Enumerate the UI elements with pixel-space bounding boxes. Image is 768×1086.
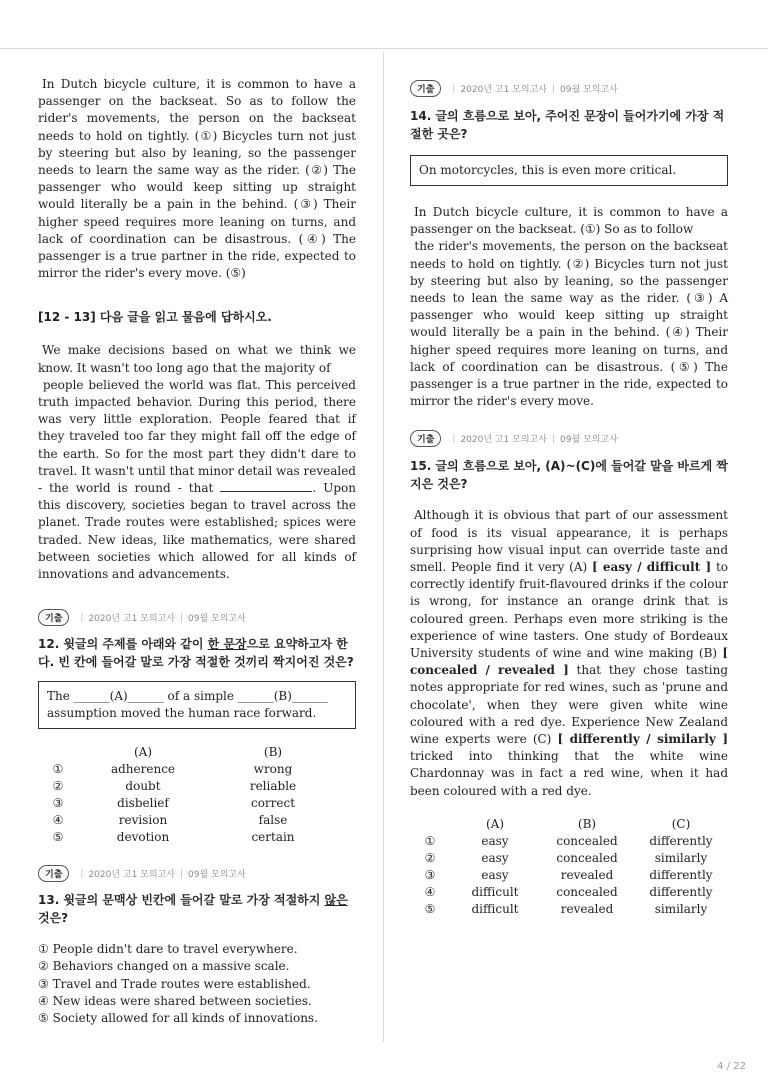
- q12-title: 12. 윗글의 주제를 아래와 같이 한 문장으로 요약하고자 한다. 빈 칸에 들어갈 말로 가장 적절한 것끼리 짝지어진 것은?: [38, 637, 354, 670]
- q12-option-row[interactable]: ④ revision false: [52, 812, 288, 827]
- q12-summary-box: The ______(A)______ of a simple ______(B)______ assumption moved the human race forward.: [38, 681, 356, 729]
- q14-title: 14. 글의 흐름으로 보아, 주어진 문장이 들어가기에 가장 적절한 곳은?: [410, 109, 725, 141]
- q15-option-row[interactable]: ② easy concealed similarly: [424, 851, 708, 866]
- q12-badge: 기출: [38, 609, 69, 626]
- q13-options: [38, 941, 356, 1027]
- q12-option-row[interactable]: ① adherence wrong: [52, 761, 293, 776]
- q13-option[interactable]: ③ Travel and Trade routes were established.: [38, 976, 311, 991]
- column-divider: [383, 52, 384, 1042]
- q15-title: 15. 글의 흐름으로 보아, (A)~(C)에 들어갈 말을 바르게 짝지은 것은?: [410, 459, 728, 492]
- q15-month: 09월 모의고사: [560, 435, 618, 446]
- q13-month: 09월 모의고사: [188, 870, 246, 881]
- left-column: [38, 76, 356, 1027]
- q13-option[interactable]: ② Behaviors changed on a massive scale.: [38, 959, 290, 974]
- page-number: 4 / 22: [717, 1061, 746, 1072]
- q15-badge: 기출: [410, 430, 441, 447]
- q15-option-row[interactable]: ⑤ difficult revealed similarly: [424, 902, 708, 917]
- q15-option-row[interactable]: ① easy concealed differently: [424, 834, 713, 849]
- q15-source: 기출 | 2020년 고1 모의고사 | 09월 모의고사: [410, 430, 728, 447]
- q12-col-a-header: (A): [133, 744, 153, 759]
- q15-passage: Although it is obvious that part of our assessment of food is its visual appearance, it is perhaps surprising how visual input can override taste and smell. People find it very (A) [ easy / difficult ] to correctly identify fruit-flavoured drinks if the colour is wrong, for instance an orange drink that is coloured green. Perhaps even more striking is the experience of wine tasters. One study of Bordeaux University students of wine and wine making (B) [ concealed / revealed ] that they chose tasting notes appropriate for red wines, such as 'prune and chocolate', when they were given white wine coloured with a red dye. Experience New Zealand wine experts were (C) [ differently / similarly ] tricked into thinking that the white wine Chardonnay was in fact a red wine, when it had been coloured with a red dye.: [410, 508, 729, 798]
- q15-options-table: [410, 816, 728, 918]
- q15-col-b-header: (B): [577, 817, 597, 832]
- passage-flat-earth: We make decisions based on what we think we know. It wasn't too long ago that the majority of people believed the world was flat. This perceived truth impacted behavior. During this period, there was very little exploration. People feared that if they traveled too far they might fall off the edge of the earth. So for the most part they didn't dare to travel. It wasn't until that minor detail was revealed - the world is round - that . Upon this discovery, societies began to travel across the planet. Trade routes were established; spices were traded. New ideas, like mathematics, were shared between societies which allowed for all kinds of innovations and advancements.: [38, 343, 356, 582]
- q15-col-a-header: (A): [485, 817, 505, 832]
- q13-badge: 기출: [38, 865, 69, 882]
- q12-option-row[interactable]: ⑤ devotion certain: [52, 829, 295, 844]
- q12-col-b-header: (B): [263, 744, 283, 759]
- q15-year: 2020년 고1 모의고사: [460, 435, 547, 446]
- q13-title: 13. 윗글의 문맥상 빈칸에 들어갈 말로 가장 적절하지 않은 것은?: [38, 893, 348, 926]
- q13-option[interactable]: ⑤ Society allowed for all kinds of innovations.: [38, 1011, 318, 1026]
- top-rule: [0, 48, 768, 49]
- section-header: [12 - 13] 다음 글을 읽고 물음에 답하시오.: [38, 310, 272, 325]
- q13-source: 기출 | 2020년 고1 모의고사 | 09월 모의고사: [38, 865, 356, 882]
- q12-options-table: [38, 743, 338, 845]
- q14-year: 2020년 고1 모의고사: [460, 85, 547, 95]
- q12-month: 09월 모의고사: [188, 614, 246, 625]
- q12-year: 2020년 고1 모의고사: [88, 614, 175, 625]
- q14-source: 기출 | 2020년 고1 모의고사 | 09월 모의고사: [410, 80, 728, 97]
- q14-given-sentence-box: On motorcycles, this is even more critical.: [410, 155, 728, 186]
- q12-option-row[interactable]: ② doubt reliable: [52, 778, 297, 793]
- q14-month: 09월 모의고사: [560, 85, 618, 95]
- q15-option-row[interactable]: ④ difficult concealed differently: [424, 885, 713, 900]
- q12-source: 기출 | 2020년 고1 모의고사 | 09월 모의고사: [38, 609, 356, 626]
- q13-option[interactable]: ① People didn't dare to travel everywhere.: [38, 942, 298, 957]
- answer-blank: [220, 480, 312, 492]
- q14-passage: In Dutch bicycle culture, it is common to have a passenger on the backseat. (①) So as to follow the rider's movements, the person on the backseat needs to hold on tightly. (②) Bicycles turn not just by steering but also by leaning, so the passenger needs to lean the same way as the rider. (③) A passenger who would keep sitting up straight would literally be a pain in the behind. (④) Their higher speed requires more leaning on turns, and lack of coordination can be disastrous. (⑤) The passenger is a true partner in the ride, expected to mirror the rider's every move.: [410, 205, 728, 409]
- q14-badge: 기출: [410, 80, 441, 97]
- q13-option[interactable]: ④ New ideas were shared between societies.: [38, 993, 312, 1008]
- q12-option-row[interactable]: ③ disbelief correct: [52, 795, 296, 810]
- passage-dutch-bicycle: In Dutch bicycle culture, it is common to have a passenger on the backseat. So as to follow the rider's movements, the person on the backseat needs to hold on tightly. (①) Bicycles turn not just by steering but also by leaning, so the passenger needs to learn the same way as the rider. (②) The passenger who would keep sitting up straight would literally be a pain in the behind. (③) Their higher speed requires more leaning on turns, and lack of coordination can be disastrous. (④) The passenger is a true partner in the ride, expected to mirror the rider's every move. (⑤): [38, 77, 356, 281]
- right-column: [410, 80, 728, 918]
- q13-year: 2020년 고1 모의고사: [88, 870, 175, 881]
- q15-col-c-header: (C): [671, 817, 691, 832]
- q15-option-row[interactable]: ③ easy revealed differently: [424, 868, 713, 883]
